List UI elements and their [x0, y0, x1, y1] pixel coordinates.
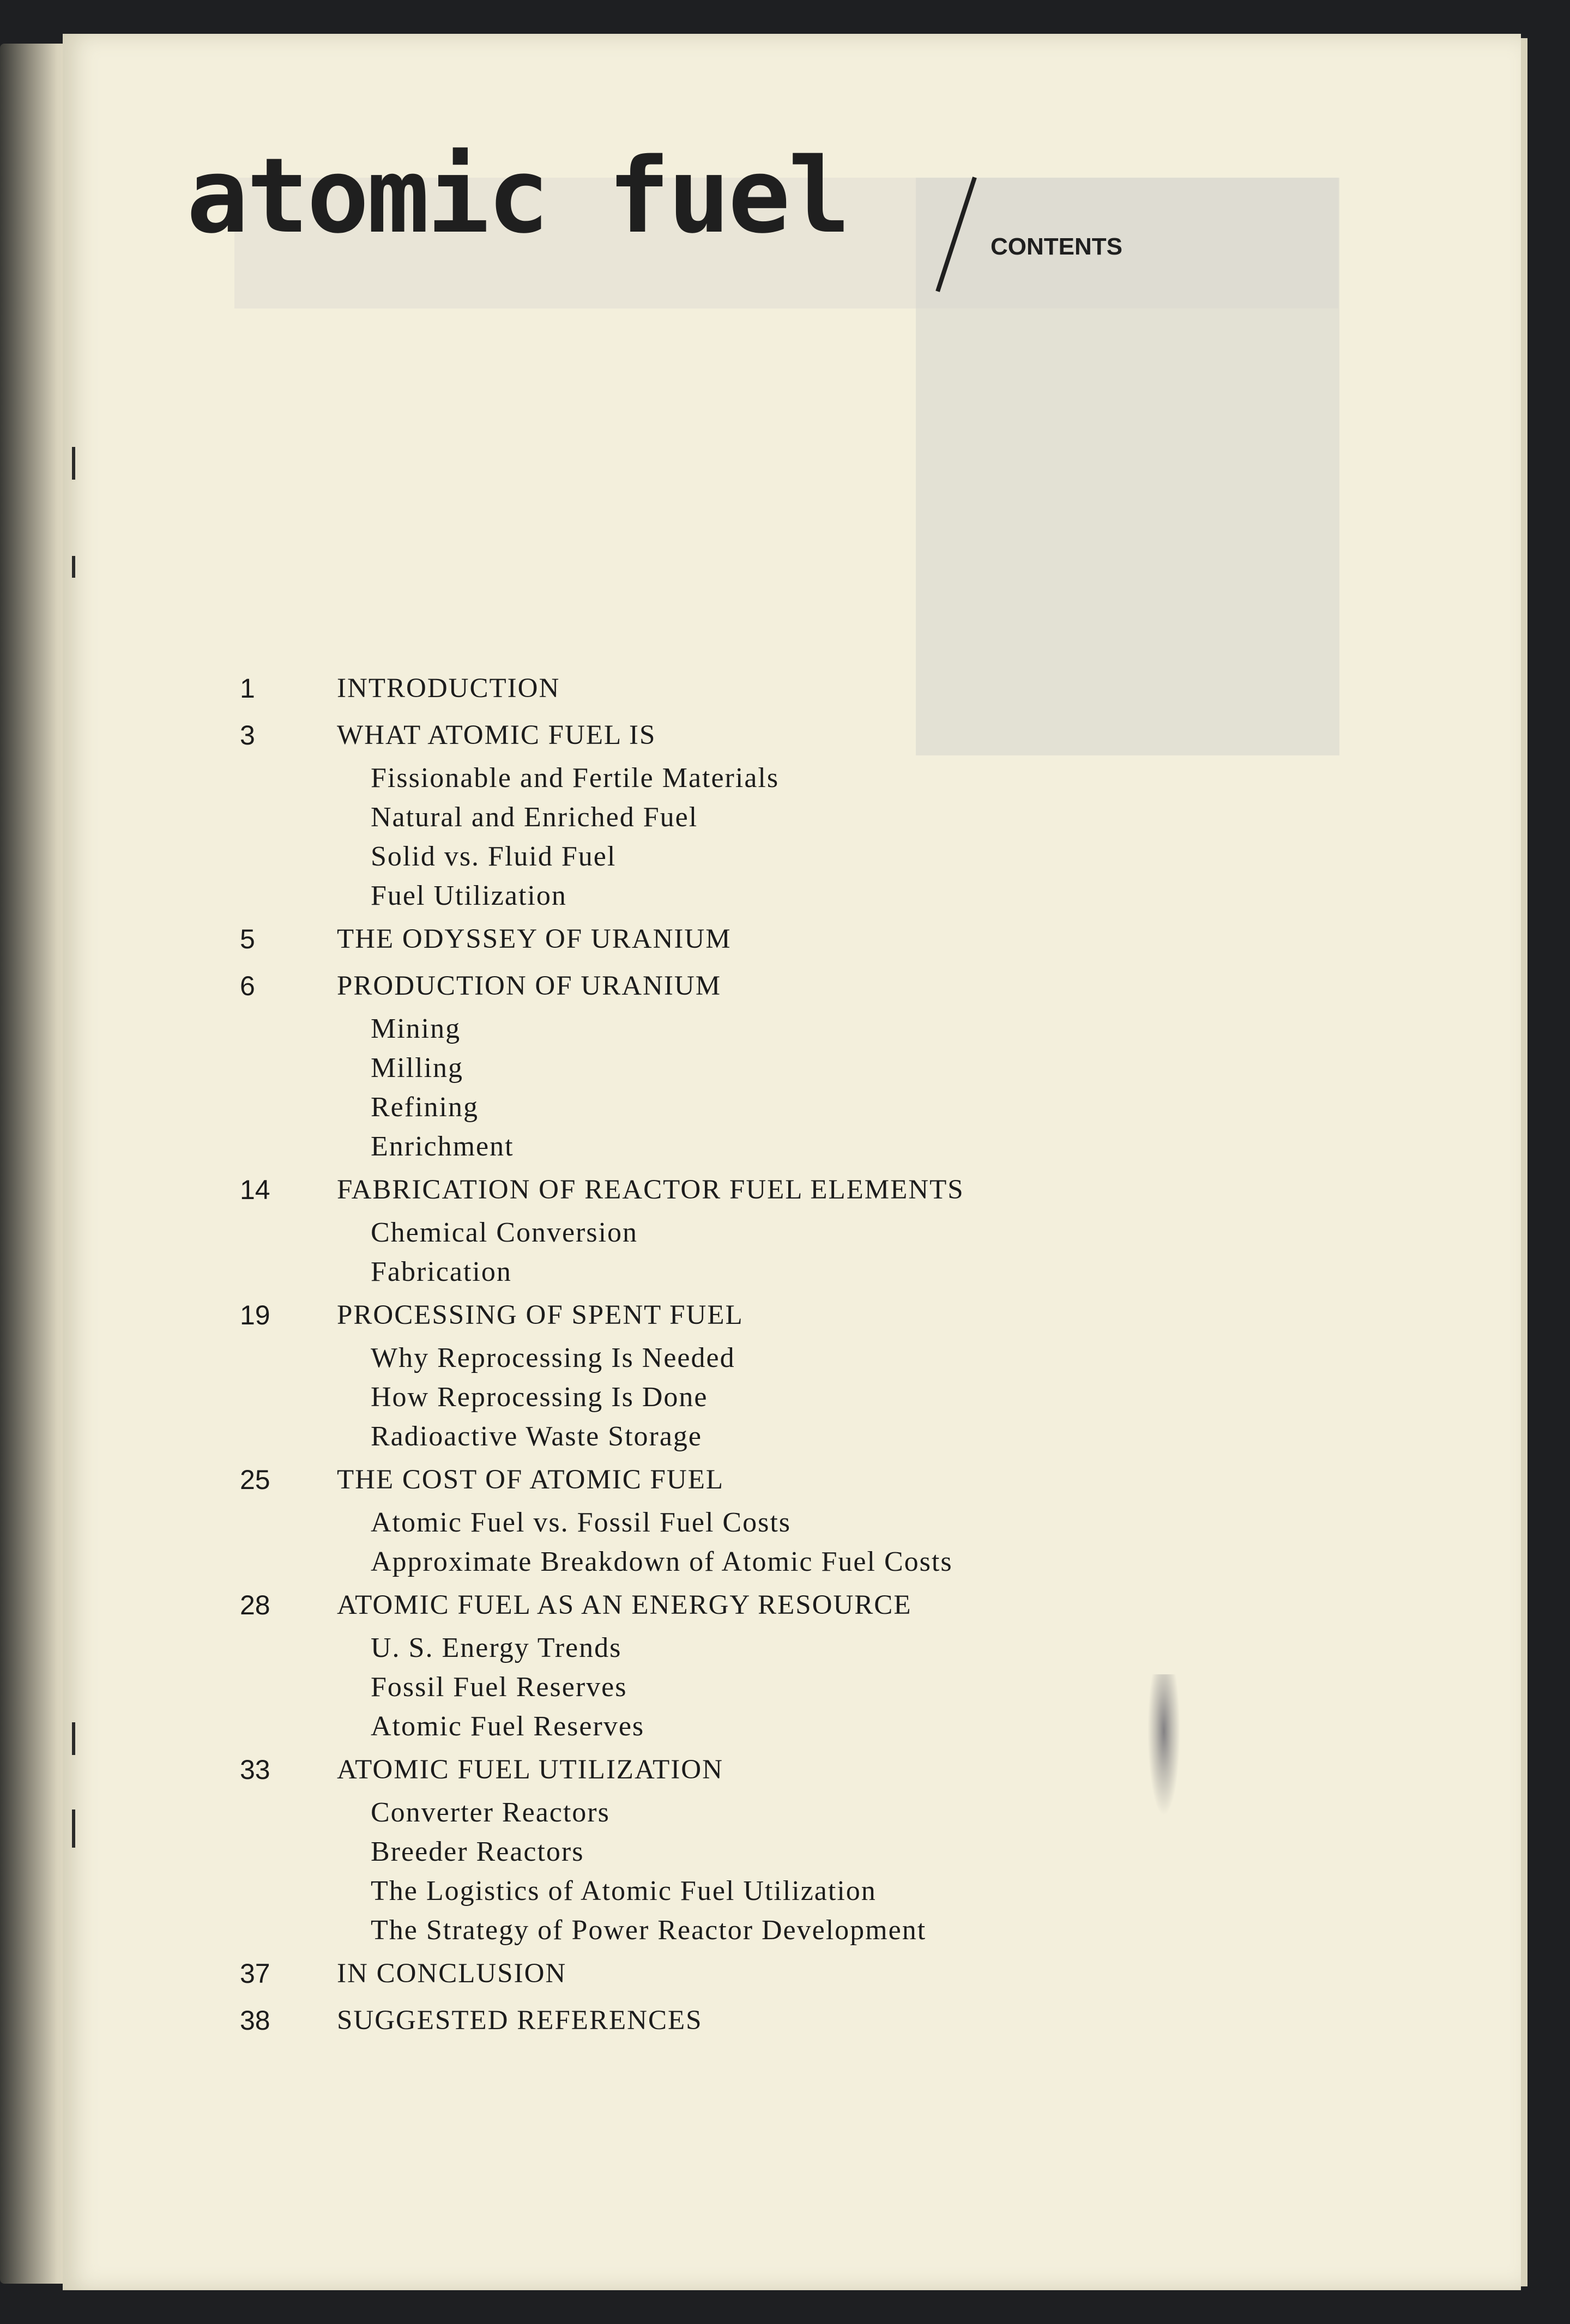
toc-page-number: 6	[240, 971, 255, 1001]
toc-subsection: Fabrication	[371, 1256, 512, 1287]
toc-page-number: 3	[240, 720, 255, 751]
binding-mark	[72, 447, 75, 480]
toc-section-title: ATOMIC FUEL AS AN ENERGY RESOURCE	[337, 1590, 912, 1620]
toc-entry	[240, 1582, 1412, 1746]
toc-subsection: Why Reprocessing Is Needed	[371, 1342, 735, 1373]
toc-subsection: Atomic Fuel Reserves	[371, 1711, 645, 1742]
toc-subsection-list	[240, 1503, 1412, 1582]
toc-entry-row	[240, 712, 1412, 759]
toc-subsection: The Logistics of Atomic Fuel Utilization	[371, 1875, 877, 1907]
toc-entry-row	[240, 1950, 1412, 1997]
toc-section-title: FABRICATION OF REACTOR FUEL ELEMENTS	[337, 1175, 964, 1205]
toc-subsection: Refining	[371, 1092, 479, 1123]
toc-entry	[240, 1456, 1412, 1582]
toc-subsection: Breeder Reactors	[371, 1836, 584, 1867]
toc-entry-row	[240, 1997, 1412, 2044]
toc-subsection-list	[240, 1793, 1412, 1950]
binding-mark	[72, 1809, 75, 1848]
toc-page-number: 5	[240, 924, 255, 954]
toc-subsection: Milling	[371, 1052, 464, 1084]
toc-entry	[240, 1950, 1412, 1997]
toc-subsection: Atomic Fuel vs. Fossil Fuel Costs	[371, 1507, 791, 1538]
toc-subsection: Fossil Fuel Reserves	[371, 1672, 627, 1703]
toc-entry-row	[240, 1166, 1412, 1213]
toc-subsection: Natural and Enriched Fuel	[371, 802, 698, 833]
toc-entry	[240, 1746, 1412, 1950]
page-title: atomic fuel	[186, 136, 849, 256]
toc-subsection-list	[240, 1009, 1412, 1166]
toc-section-title: ATOMIC FUEL UTILIZATION	[337, 1754, 723, 1785]
toc-page-number: 28	[240, 1590, 270, 1620]
contents-label: CONTENTS	[991, 233, 1122, 260]
toc-subsection: Radioactive Waste Storage	[371, 1421, 703, 1452]
toc-entry	[240, 1997, 1412, 2044]
toc-subsection: U. S. Energy Trends	[371, 1632, 622, 1663]
toc-page-number: 33	[240, 1754, 270, 1785]
toc-page-number: 1	[240, 673, 255, 704]
toc-entry	[240, 916, 1412, 963]
toc-section-title: INTRODUCTION	[337, 673, 560, 704]
toc-entry	[240, 1166, 1412, 1292]
toc-subsection: Approximate Breakdown of Atomic Fuel Costs	[371, 1546, 953, 1577]
toc-subsection: Enrichment	[371, 1131, 514, 1162]
toc-entry	[240, 1292, 1412, 1456]
toc-entry-row	[240, 1292, 1412, 1339]
binding-mark	[72, 1722, 75, 1755]
toc-subsection: Mining	[371, 1013, 461, 1044]
toc-subsection-list	[240, 1339, 1412, 1456]
toc-entry-row	[240, 963, 1412, 1009]
toc-section-title: IN CONCLUSION	[337, 1958, 567, 1989]
toc-subsection: Fissionable and Fertile Materials	[371, 762, 780, 794]
toc-page-number: 25	[240, 1464, 270, 1495]
toc-section-title: THE ODYSSEY OF URANIUM	[337, 924, 732, 954]
toc-entry-row	[240, 665, 1412, 712]
toc-section-title: THE COST OF ATOMIC FUEL	[337, 1464, 724, 1495]
toc-subsection: Fuel Utilization	[371, 880, 567, 911]
toc-page-number: 19	[240, 1300, 270, 1330]
toc-entry-row	[240, 916, 1412, 963]
toc-subsection-list	[240, 1213, 1412, 1292]
binding-mark	[72, 556, 75, 578]
toc-subsection: Converter Reactors	[371, 1797, 610, 1828]
toc-subsection: The Strategy of Power Reactor Development	[371, 1915, 927, 1946]
toc-section-title: WHAT ATOMIC FUEL IS	[337, 720, 656, 751]
toc-entry-row	[240, 1582, 1412, 1629]
toc-entry-row	[240, 1746, 1412, 1793]
toc-page-number: 38	[240, 2005, 270, 2036]
table-of-contents	[240, 665, 1412, 2044]
toc-entry	[240, 665, 1412, 712]
toc-subsection-list	[240, 1629, 1412, 1746]
toc-section-title: SUGGESTED REFERENCES	[337, 2005, 703, 2036]
toc-subsection: Chemical Conversion	[371, 1217, 638, 1248]
toc-section-title: PRODUCTION OF URANIUM	[337, 971, 722, 1001]
toc-section-title: PROCESSING OF SPENT FUEL	[337, 1300, 744, 1330]
toc-page-number: 14	[240, 1175, 270, 1205]
toc-subsection: How Reprocessing Is Done	[371, 1382, 708, 1413]
toc-entry	[240, 712, 1412, 916]
toc-entry	[240, 963, 1412, 1166]
toc-entry-row	[240, 1456, 1412, 1503]
toc-subsection: Solid vs. Fluid Fuel	[371, 841, 617, 872]
toc-page-number: 37	[240, 1958, 270, 1989]
toc-subsection-list	[240, 759, 1412, 916]
page-edge	[1521, 38, 1527, 2286]
